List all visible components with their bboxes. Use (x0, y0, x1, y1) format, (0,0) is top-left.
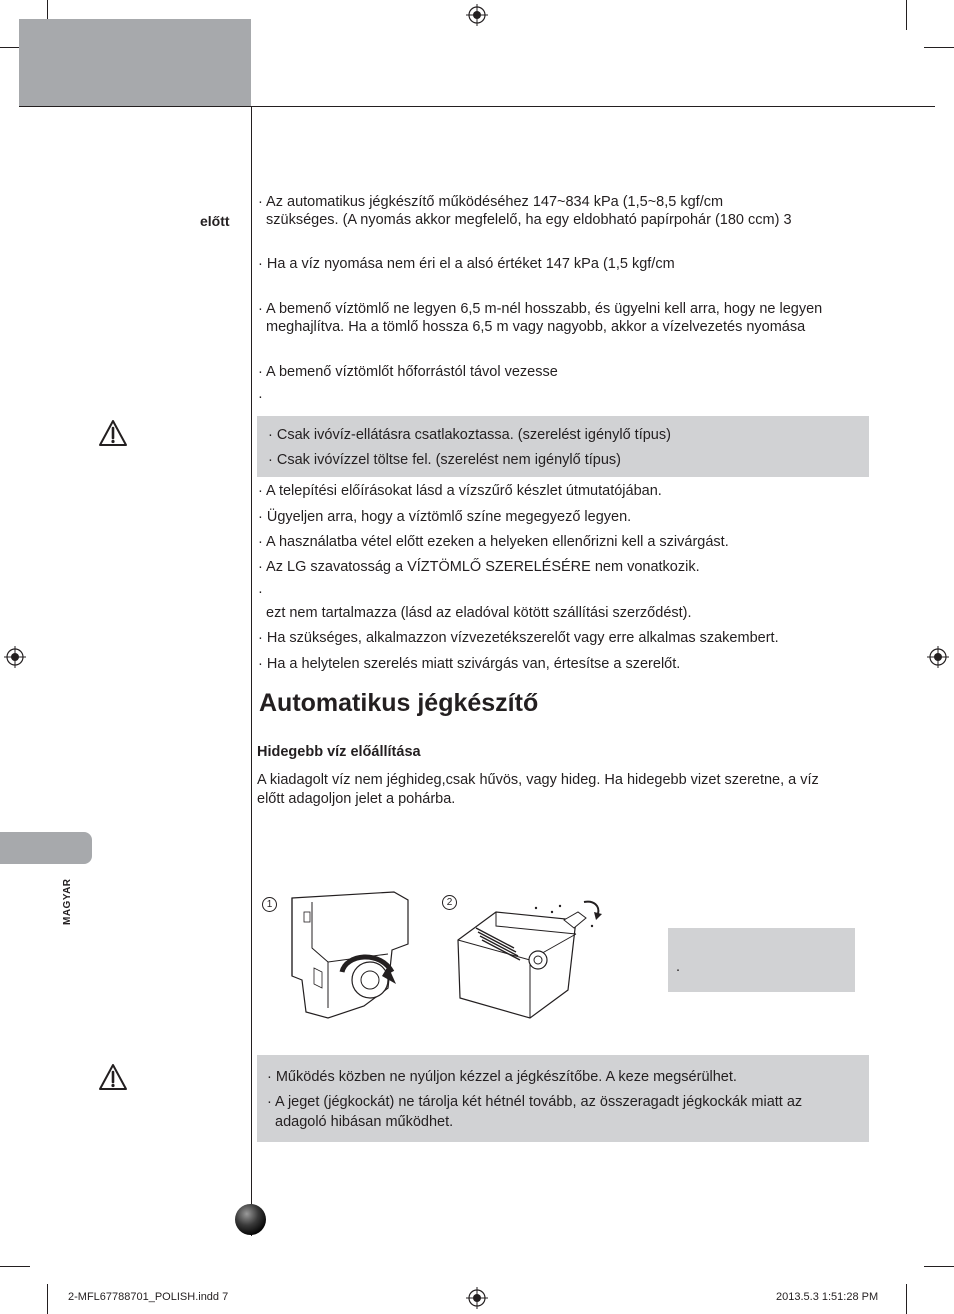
registration-mark-icon (927, 646, 949, 668)
note-item: · Ügyeljen arra, hogy a víztömlő színe megegyező legyen. (258, 509, 632, 525)
note-item: · A telepítési előírásokat lásd a vízszűrő készlet útmutatójában. (258, 483, 662, 499)
step-number: 1 (262, 897, 277, 912)
language-tab (0, 832, 92, 864)
note-item: · (258, 584, 263, 600)
header-gray-block (19, 19, 251, 106)
crop-mark (0, 1266, 30, 1267)
note-item: · A használatba vétel előtt ezeken a helyeken ellenőrizni kell a szivárgást. (258, 534, 729, 550)
requirement-item: · (258, 389, 263, 405)
page-number-badge (235, 1204, 266, 1235)
section-body: előtt adagoljon jelet a pohárba. (257, 791, 456, 807)
warning-item: · Csak ivóvízzel töltse fel. (szerelést nem igénylő típus) (268, 452, 621, 468)
warning-item: · A jeget (jégkockát) ne tárolja két hétnél tovább, az összeragadt jégkockák miatt az (267, 1094, 803, 1110)
figure-note-text: . (676, 959, 681, 975)
footer-timestamp: 2013.5.3 1:51:28 PM (776, 1291, 879, 1303)
note-item: · Ha szükséges, alkalmazzon vízvezetékszerelőt vagy erre alkalmas szakembert. (258, 630, 779, 646)
crop-mark (924, 1266, 954, 1267)
crop-mark (906, 1284, 907, 1314)
section-subtitle: Hidegebb víz előállítása (257, 744, 421, 760)
note-item-cont: ezt nem tartalmazza (lásd az eladóval kötött szállítási szerződést). (266, 605, 692, 621)
registration-mark-icon (466, 4, 488, 26)
crop-mark (47, 1284, 48, 1314)
ice-maker-illustration-2 (456, 890, 606, 1022)
step-number: 2 (442, 895, 457, 910)
ice-maker-illustration-1 (284, 888, 410, 1022)
warning-item: · Csak ivóvíz-ellátásra csatlakoztassa. (szerelést igénylő típus) (268, 427, 671, 443)
header-rule (19, 106, 935, 107)
section-title: Automatikus jégkészítő (259, 689, 539, 717)
crop-mark (924, 47, 954, 48)
crop-mark (906, 0, 907, 30)
language-label: MAGYAR (62, 878, 73, 925)
footer-filename: 2-MFL67788701_POLISH.indd 7 (68, 1291, 229, 1303)
warning-triangle-icon (98, 1063, 128, 1091)
requirement-item: · Ha a víz nyomása nem éri el a alsó értéket 147 kPa (1,5 kgf/cm (258, 256, 675, 272)
section-body: A kiadagolt víz nem jéghideg,csak hűvös, vagy hideg. Ha hidegebb vizet szeretne, a víz (257, 772, 819, 788)
requirement-item: · A bemenő víztömlő ne legyen 6,5 m-nél hosszabb, és ügyelni kell arra, hogy ne legyen (258, 301, 823, 317)
registration-mark-icon (4, 646, 26, 668)
warning-triangle-icon (98, 419, 128, 447)
figure-note-box (668, 928, 855, 992)
requirement-item-cont: szükséges. (A nyomás akkor megfelelő, ha egy eldobható papírpohár (180 ccm) 3 (266, 212, 792, 228)
note-item: · Ha a helytelen szerelés miatt szivárgás van, értesítse a szerelőt. (258, 656, 681, 672)
warning-item-cont: adagoló hibásan működhet. (275, 1114, 454, 1130)
warning-item: · Működés közben ne nyúljon kézzel a jégkészítőbe. A keze megsérülhet. (267, 1069, 737, 1085)
sidebar-label-elott: előtt (200, 213, 230, 229)
requirement-item: · Az automatikus jégkészítő működéséhez 147~834 kPa (1,5~8,5 kgf/cm (258, 194, 724, 210)
note-item: · Az LG szavatosság a VÍZTÖMLŐ SZERELÉSÉRE nem vonatkozik. (258, 559, 700, 575)
requirement-item: · A bemenő víztömlőt hőforrástól távol vezesse (258, 364, 558, 380)
requirement-item-cont: meghajlítva. Ha a tömlő hossza 6,5 m vagy nagyobb, akkor a vízelvezetés nyomása (266, 319, 806, 335)
registration-mark-icon (466, 1287, 488, 1309)
column-rule (251, 106, 252, 1236)
